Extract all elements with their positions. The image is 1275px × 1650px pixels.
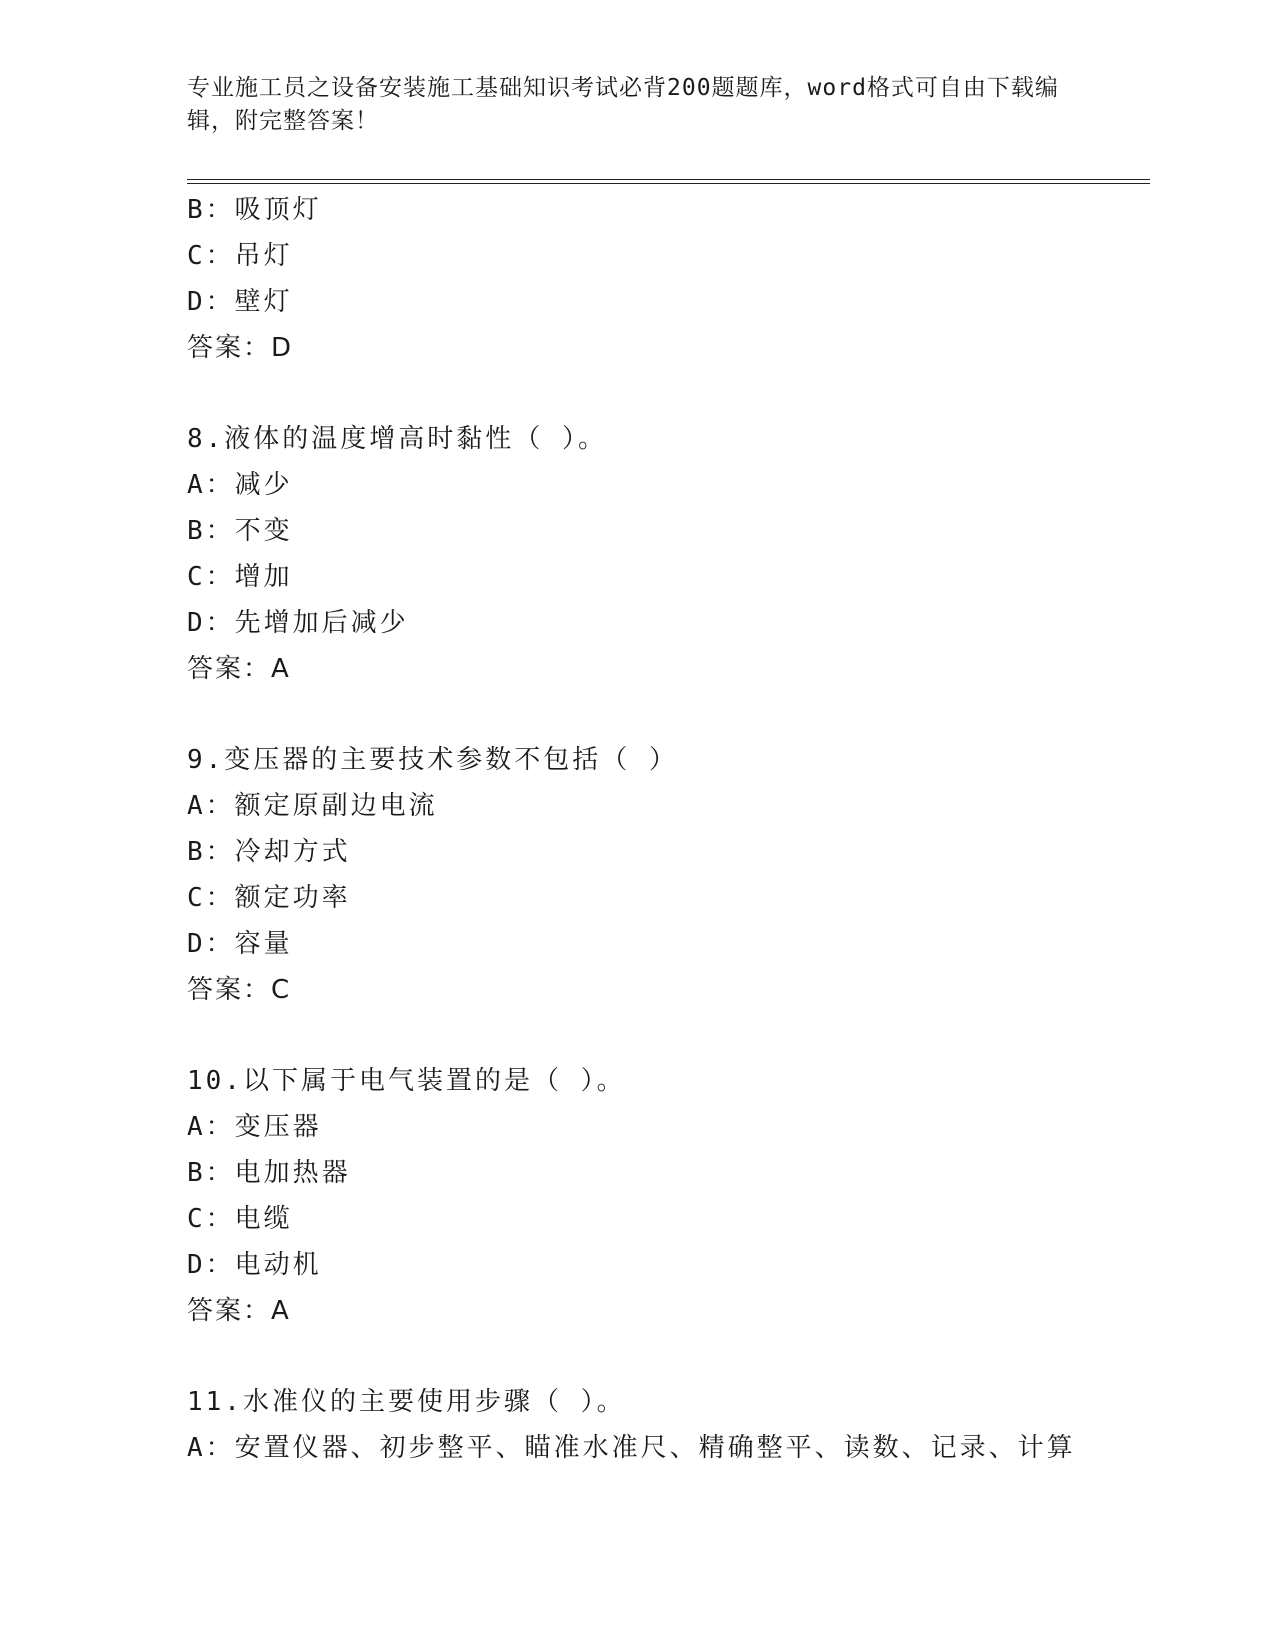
answer: 答案：A [187,1296,291,1326]
answer: 答案：C [187,975,292,1005]
option-b: B：冷却方式 [187,837,351,867]
option-d: D：容量 [187,929,293,959]
question-11 [187,1379,1150,1471]
question-9 [187,737,1150,1013]
question-stem: 10.以下属于电气装置的是（ ）。 [187,1066,626,1096]
option-a: A：减少 [187,470,293,500]
option-b: B：电加热器 [187,1158,351,1188]
option-d: D：先增加后减少 [187,608,409,638]
option-c: C：增加 [187,562,293,592]
answer: 答案：A [187,654,291,684]
answer: 答案：D [187,333,294,363]
option-b: B：吸顶灯 [187,195,322,225]
header-rule-top [187,179,1150,180]
question-7-partial [187,187,1150,371]
header-rule-bottom [187,183,1150,184]
option-a: A：变压器 [187,1112,322,1142]
option-d: D：壁灯 [187,287,293,317]
question-stem: 9.变压器的主要技术参数不包括（ ） [187,745,678,775]
document-header: 专业施工员之设备安装施工基础知识考试必背200题题库，word格式可自由下载编辑，附完整答案！ [187,75,1059,134]
option-c: C：吊灯 [187,241,293,271]
question-stem: 8.液体的温度增高时黏性（ ）。 [187,424,607,454]
option-a: A：安置仪器、初步整平、瞄准水准尺、精确整平、读数、记录、计算 [187,1433,1076,1463]
option-b: B：不变 [187,516,293,546]
option-a: A：额定原副边电流 [187,791,438,821]
question-8 [187,416,1150,692]
question-stem: 11.水准仪的主要使用步骤（ ）。 [187,1387,626,1417]
question-10 [187,1058,1150,1334]
option-c: C：电缆 [187,1204,293,1234]
option-d: D：电动机 [187,1250,322,1280]
document-body [187,187,1150,1471]
option-c: C：额定功率 [187,883,351,913]
